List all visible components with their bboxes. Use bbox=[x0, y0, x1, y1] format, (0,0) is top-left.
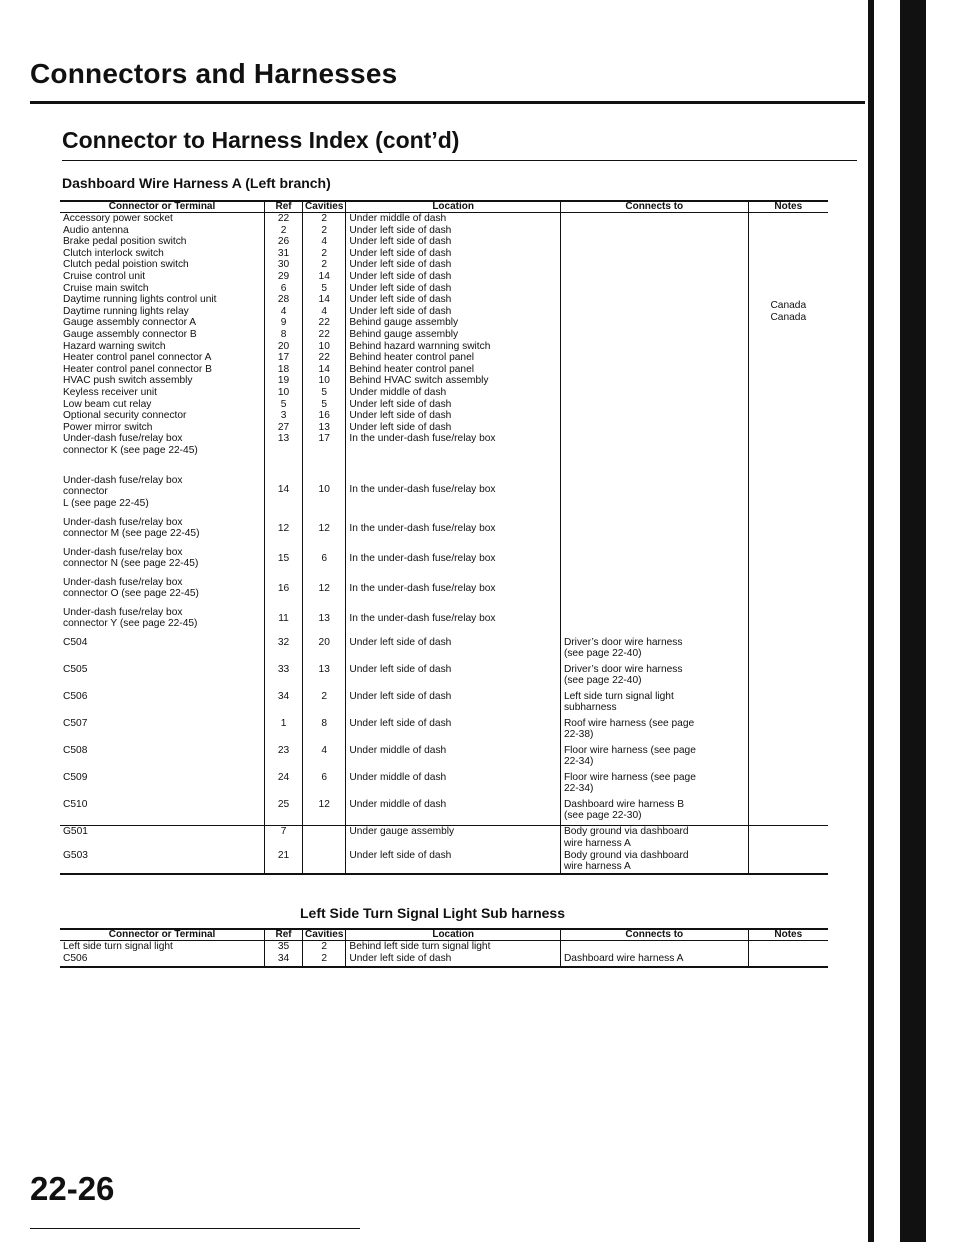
location-cell: Behind left side turn signal light Under left side of dash bbox=[346, 941, 561, 967]
ref-cell: 1 bbox=[265, 718, 303, 745]
location-cell: Under middle of dash bbox=[346, 772, 561, 799]
connects-to-cell: Dashboard wire harness A bbox=[560, 941, 748, 967]
notes-cell bbox=[748, 475, 828, 517]
terminal-cell: Under-dash fuse/relay box connector L (see page 22-45) bbox=[63, 474, 183, 509]
terminal-cell: Under-dash fuse/relay box connector N (see page 22-45) bbox=[63, 546, 199, 570]
location-cell: Under left side of dash bbox=[346, 691, 561, 718]
connects-to-cell: Floor wire harness (see page 22-34) bbox=[560, 745, 748, 772]
connects-to-cell bbox=[560, 577, 748, 607]
connects-to-cell bbox=[560, 517, 748, 547]
location-cell: Under middle of dash Under left side of dash Under left side of dash Under left side of dash Under left side of dash Under left side of dash Under left side of dash Under left side of dash Under left side of dash Behind gauge assembly Behind gauge assembly Behind hazard warnning switch Behind heater control panel Behind heater control panel Behind HVAC switch assembly Under middle of dash Under left side of dash Under left side of dash Under left side of dash In the under-dash fuse/relay box bbox=[346, 213, 561, 475]
col-header-cavities: Cavities bbox=[303, 929, 346, 941]
terminal-cell: G503 bbox=[60, 850, 265, 874]
location-cell: Under middle of dash bbox=[346, 745, 561, 772]
table-row bbox=[60, 745, 828, 772]
location-cell: In the under-dash fuse/relay box bbox=[346, 475, 561, 517]
cavities-cell: 20 bbox=[303, 637, 346, 664]
table-row bbox=[60, 941, 828, 967]
terminal-cell: Under-dash fuse/relay box connector O (see page 22-45) bbox=[63, 576, 199, 600]
footer-rule bbox=[30, 1228, 360, 1229]
notes-cell bbox=[748, 941, 828, 967]
notes-cell bbox=[748, 547, 828, 577]
notes-cell bbox=[748, 664, 828, 691]
cavities-cell: 2 2 bbox=[303, 941, 346, 967]
terminal-cell: Under-dash fuse/relay box connector Y (see page 22-45) bbox=[63, 606, 198, 630]
terminal-cell: G501 bbox=[60, 826, 265, 850]
table-row bbox=[60, 475, 828, 517]
location-cell: Under left side of dash bbox=[346, 637, 561, 664]
connects-to-cell bbox=[560, 213, 748, 475]
connects-to-cell: Left side turn signal light subharness bbox=[560, 691, 748, 718]
cavities-cell bbox=[303, 850, 346, 874]
table-row bbox=[60, 517, 828, 547]
col-header-terminal: Connector or Terminal bbox=[60, 201, 265, 213]
cavities-cell: 6 bbox=[303, 772, 346, 799]
terminal-cell: C505 bbox=[63, 663, 88, 675]
location-cell: In the under-dash fuse/relay box bbox=[346, 607, 561, 637]
ref-cell: 33 bbox=[265, 664, 303, 691]
ref-cell: 14 bbox=[265, 475, 303, 517]
col-header-cavities: Cavities bbox=[303, 201, 346, 213]
cavities-cell: 4 bbox=[303, 745, 346, 772]
connects-to-cell: Body ground via dashboard wire harness A bbox=[560, 826, 748, 850]
location-cell: Under left side of dash bbox=[346, 718, 561, 745]
page-number: 22-26 bbox=[30, 1170, 115, 1207]
connects-to-cell: Floor wire harness (see page 22-34) bbox=[560, 772, 748, 799]
subharness-index-table bbox=[60, 928, 828, 968]
connects-to-cell: Body ground via dashboard wire harness A bbox=[560, 850, 748, 874]
table-row bbox=[60, 547, 828, 577]
terminal-cell: C508 bbox=[63, 744, 88, 756]
col-header-location: Location bbox=[346, 201, 561, 213]
subtitle-rule bbox=[62, 160, 857, 161]
ref-cell: 11 bbox=[265, 607, 303, 637]
col-header-location: Location bbox=[346, 929, 561, 941]
col-header-connects-to: Connects to bbox=[560, 929, 748, 941]
ref-cell: 23 bbox=[265, 745, 303, 772]
page-edge-bar bbox=[900, 0, 926, 1242]
table-row bbox=[60, 718, 828, 745]
notes-cell bbox=[748, 745, 828, 772]
notes-cell bbox=[748, 799, 828, 826]
terminal-cell: Under-dash fuse/relay box connector M (see page 22-45) bbox=[63, 516, 200, 540]
table-row bbox=[60, 850, 828, 874]
ref-cell: 16 bbox=[265, 577, 303, 607]
table-row bbox=[60, 637, 828, 664]
cavities-cell: 13 bbox=[303, 607, 346, 637]
location-cell: In the under-dash fuse/relay box bbox=[346, 517, 561, 547]
terminal-cell: C509 bbox=[63, 771, 88, 783]
table-row bbox=[60, 664, 828, 691]
connects-to-cell: Driver’s door wire harness (see page 22-40) bbox=[560, 637, 748, 664]
ref-cell: 7 bbox=[265, 826, 303, 850]
table-row bbox=[60, 799, 828, 826]
connects-to-cell: Driver’s door wire harness (see page 22-40) bbox=[560, 664, 748, 691]
cavities-cell: 6 bbox=[303, 547, 346, 577]
cavities-cell: 2 bbox=[303, 691, 346, 718]
terminal-cell: Left side turn signal light C506 bbox=[60, 941, 265, 967]
notes-cell bbox=[748, 637, 828, 664]
cavities-cell: 8 bbox=[303, 718, 346, 745]
section-title-dashboard-harness: Dashboard Wire Harness A (Left branch) bbox=[62, 175, 331, 191]
table-row bbox=[60, 607, 828, 637]
location-cell: Under middle of dash bbox=[346, 799, 561, 826]
ref-cell: 22 2 26 31 30 29 6 28 4 9 8 20 17 18 19 10 5 3 27 13 bbox=[265, 213, 303, 475]
ref-cell: 34 bbox=[265, 691, 303, 718]
notes-cell bbox=[748, 607, 828, 637]
terminal-cell: C507 bbox=[63, 717, 88, 729]
connects-to-cell bbox=[560, 547, 748, 577]
page-title: Connectors and Harnesses bbox=[30, 58, 398, 89]
ref-cell: 24 bbox=[265, 772, 303, 799]
cavities-cell: 12 bbox=[303, 577, 346, 607]
cavities-cell bbox=[303, 826, 346, 850]
notes-cell bbox=[748, 718, 828, 745]
col-header-notes: Notes bbox=[748, 929, 828, 941]
notes-cell bbox=[748, 691, 828, 718]
terminal-cell: Accessory power socket Audio antenna Brake pedal position switch Clutch interlock switch Clutch pedal poistion switch Cruise control unit Cruise main switch Daytime running lights control unit Daytime running lights relay Gauge assembly connector A Gauge assembly connector B Hazard warning switch Heater control panel connector A Heater control panel connector B HVAC push switch assembly Keyless receiver unit Low beam cut relay Optional security connector Power mirror switch Under-dash fuse/relay box connector K (see page 22-45) bbox=[63, 213, 217, 456]
col-header-ref: Ref bbox=[265, 201, 303, 213]
table-header-row bbox=[60, 201, 828, 213]
location-cell: In the under-dash fuse/relay box bbox=[346, 547, 561, 577]
location-cell: Under left side of dash bbox=[346, 664, 561, 691]
ref-cell: 12 bbox=[265, 517, 303, 547]
col-header-connects-to: Connects to bbox=[560, 201, 748, 213]
connects-to-cell: Dashboard wire harness B (see page 22-30) bbox=[560, 799, 748, 826]
location-cell: Under left side of dash bbox=[346, 850, 561, 874]
table-row bbox=[60, 772, 828, 799]
col-header-terminal: Connector or Terminal bbox=[60, 929, 265, 941]
terminal-cell: C504 bbox=[63, 636, 88, 648]
cavities-cell: 12 bbox=[303, 799, 346, 826]
col-header-notes: Notes bbox=[748, 201, 828, 213]
table-header-row bbox=[60, 929, 828, 941]
cavities-cell: 12 bbox=[303, 517, 346, 547]
terminal-cell: C506 bbox=[63, 690, 88, 702]
scan-edge-line bbox=[868, 0, 874, 1242]
table-row bbox=[60, 691, 828, 718]
notes-cell bbox=[748, 517, 828, 547]
location-cell: In the under-dash fuse/relay box bbox=[346, 577, 561, 607]
connects-to-cell bbox=[560, 607, 748, 637]
notes-cell bbox=[748, 826, 828, 850]
section-title-turn-signal-subharness: Left Side Turn Signal Light Sub harness bbox=[300, 905, 565, 921]
cavities-cell: 13 bbox=[303, 664, 346, 691]
connector-index-table bbox=[60, 200, 828, 875]
notes-cell bbox=[748, 850, 828, 874]
cavities-cell: 10 bbox=[303, 475, 346, 517]
ref-cell: 32 bbox=[265, 637, 303, 664]
page-subtitle: Connector to Harness Index (cont’d) bbox=[62, 127, 460, 153]
ref-cell: 35 34 bbox=[265, 941, 303, 967]
title-rule bbox=[30, 101, 865, 104]
table-row bbox=[60, 213, 828, 475]
table-row bbox=[60, 826, 828, 850]
cavities-cell: 2 2 4 2 2 14 5 14 4 22 22 10 22 14 10 5 5 16 13 17 bbox=[303, 213, 346, 475]
connects-to-cell bbox=[560, 475, 748, 517]
notes-cell bbox=[748, 772, 828, 799]
notes-cell: Canada Canada bbox=[748, 213, 828, 475]
connects-to-cell: Roof wire harness (see page 22-38) bbox=[560, 718, 748, 745]
location-cell: Under gauge assembly bbox=[346, 826, 561, 850]
table-row bbox=[60, 577, 828, 607]
ref-cell: 25 bbox=[265, 799, 303, 826]
col-header-ref: Ref bbox=[265, 929, 303, 941]
notes-cell bbox=[748, 577, 828, 607]
ref-cell: 15 bbox=[265, 547, 303, 577]
ref-cell: 21 bbox=[265, 850, 303, 874]
terminal-cell: C510 bbox=[63, 798, 88, 810]
